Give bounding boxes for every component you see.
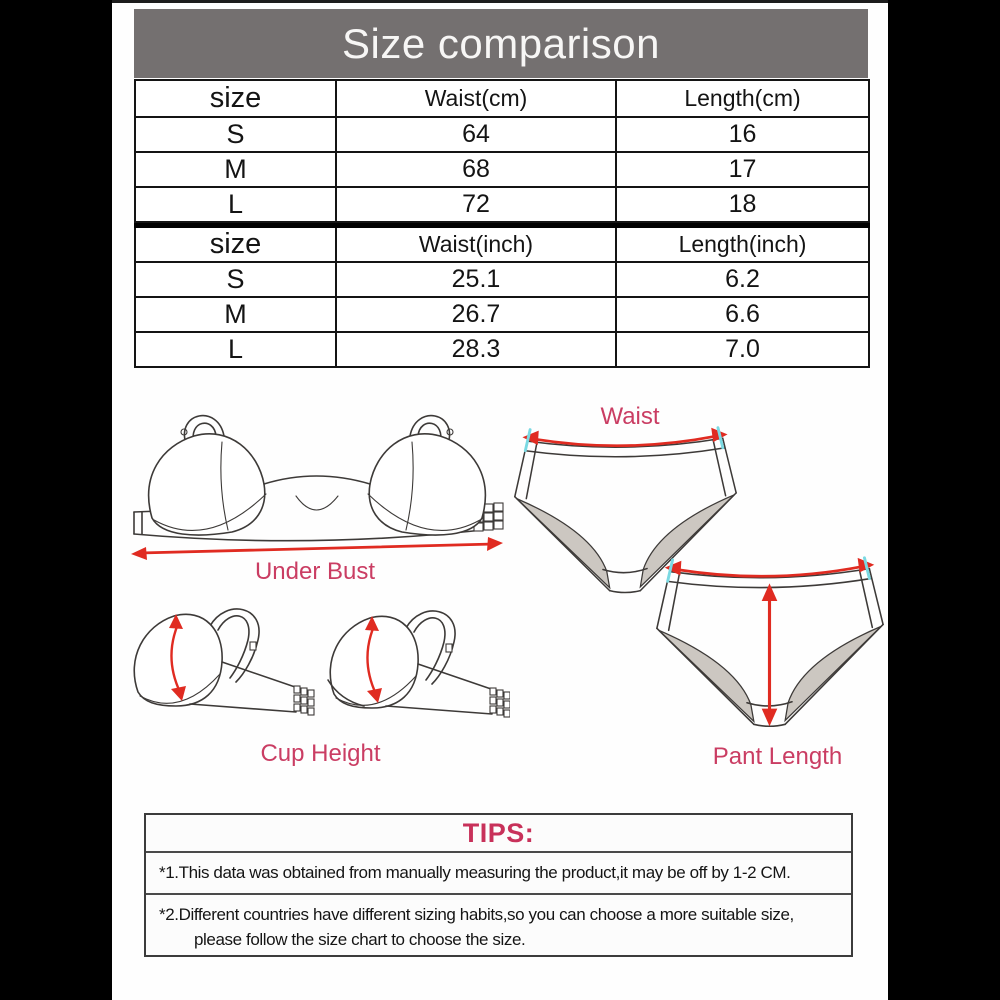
pant-length-label: Pant Length xyxy=(712,743,843,770)
cell-waist-cm-l: 72 xyxy=(336,187,616,222)
size-table-inch xyxy=(134,223,870,368)
table-row-m xyxy=(135,297,869,332)
cell-size-s: S xyxy=(135,262,336,297)
cell-length-inch-l: 7.0 xyxy=(616,332,869,367)
table-row-s xyxy=(135,117,869,152)
header-length-cm: Length(cm) xyxy=(616,80,869,117)
tips-heading: TIPS: xyxy=(462,817,535,848)
cell-waist-inch-s: 25.1 xyxy=(336,262,616,297)
chart-content-area xyxy=(112,0,888,1000)
pant-length-panty-diagram xyxy=(652,554,887,736)
header-waist-inch: Waist(inch) xyxy=(336,226,616,263)
size-table-cm xyxy=(134,79,870,223)
header-waist-cm: Waist(cm) xyxy=(336,80,616,117)
header-size-inch: size xyxy=(135,226,336,263)
page-title: Size comparison xyxy=(342,19,660,67)
under-bust-label: Under Bust xyxy=(254,558,376,585)
cell-length-inch-m: 6.6 xyxy=(616,297,869,332)
title-banner xyxy=(134,9,868,78)
cell-waist-cm-s: 64 xyxy=(336,117,616,152)
table-row-l xyxy=(135,187,869,222)
tip-item-2-line1: *2.Different countries have different sizing habits,so you can choose a more suitable size, xyxy=(159,905,794,924)
table-row-s xyxy=(135,262,869,297)
cell-length-cm-s: 16 xyxy=(616,117,869,152)
table-header-row xyxy=(135,226,869,263)
tip-item-2 xyxy=(146,893,851,955)
tip-item-1: *1.This data was obtained from manually measuring the product,it may be off by 1-2 CM. xyxy=(146,851,851,893)
table-row-l xyxy=(135,332,869,367)
cell-size-l: L xyxy=(135,332,336,367)
cup-height-label: Cup Height xyxy=(260,740,381,767)
size-tables xyxy=(134,79,868,368)
table-header-row xyxy=(135,80,869,117)
cell-waist-cm-m: 68 xyxy=(336,152,616,187)
header-size: size xyxy=(135,80,336,117)
cell-length-cm-l: 18 xyxy=(616,187,869,222)
tip-item-2-line2: please follow the size chart to choose the size. xyxy=(194,930,526,949)
tips-box xyxy=(144,813,853,957)
bra-front-diagram xyxy=(126,408,508,560)
cell-size-l: L xyxy=(135,187,336,222)
table-row-m xyxy=(135,152,869,187)
cell-length-inch-s: 6.2 xyxy=(616,262,869,297)
cell-size-s: S xyxy=(135,117,336,152)
top-border-line xyxy=(112,0,888,3)
cell-waist-inch-l: 28.3 xyxy=(336,332,616,367)
cell-waist-inch-m: 26.7 xyxy=(336,297,616,332)
waist-label: Waist xyxy=(600,403,660,430)
cell-size-m: M xyxy=(135,297,336,332)
cell-size-m: M xyxy=(135,152,336,187)
cup-height-diagram xyxy=(126,600,510,740)
cell-length-cm-m: 17 xyxy=(616,152,869,187)
header-length-inch: Length(inch) xyxy=(616,226,869,263)
